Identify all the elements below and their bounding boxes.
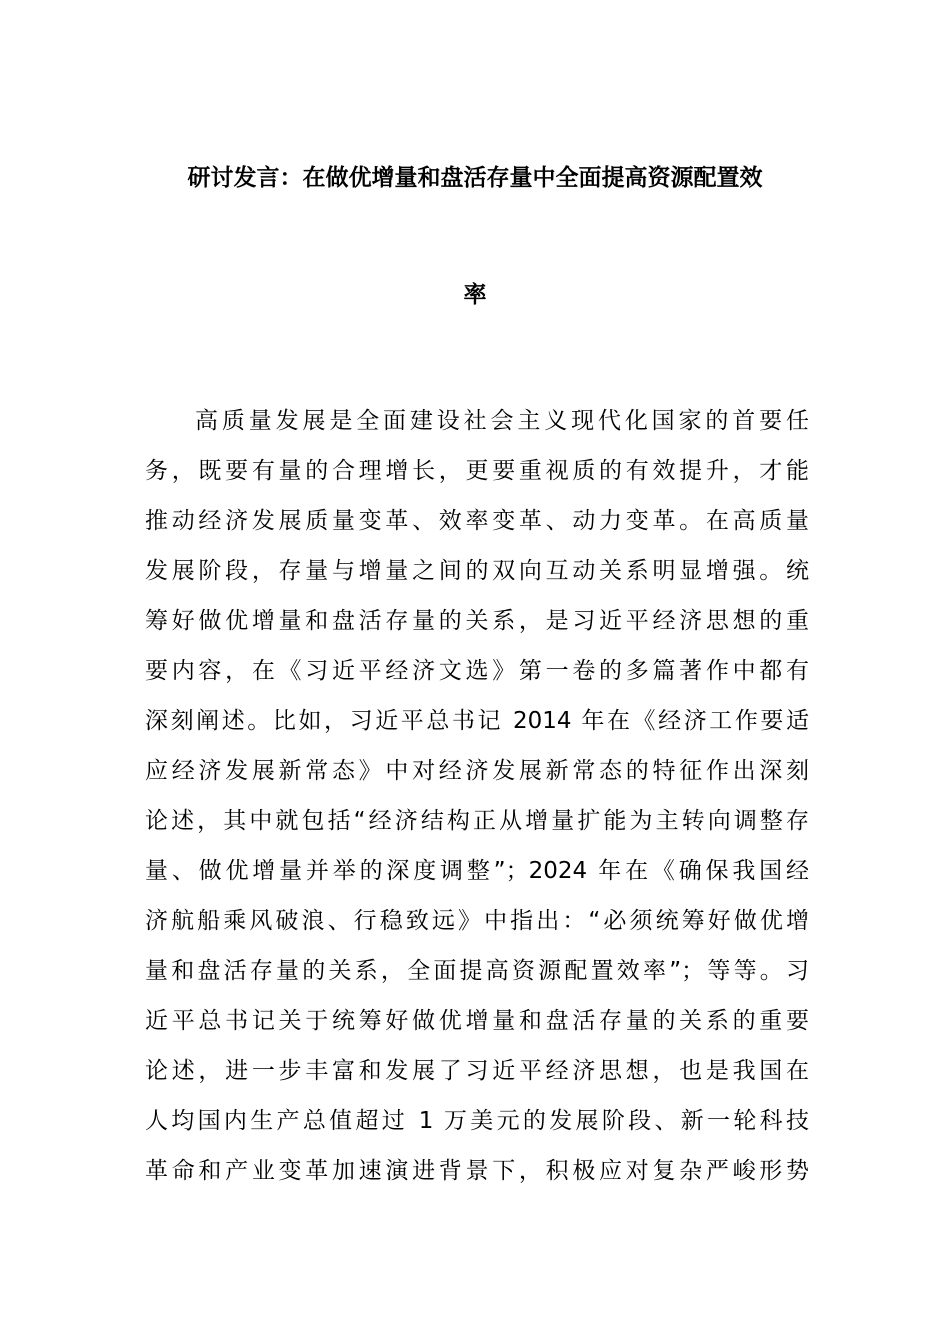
paragraph-line: 论述，进一步丰富和发展了习近平经济思想，也是我国在 <box>145 1058 809 1084</box>
paragraph-line: 革命和产业变革加速演进背景下，积极应对复杂严峻形势 <box>145 1158 809 1184</box>
paragraph-line: 近平总书记关于统筹好做优增量和盘活存量的关系的重要 <box>145 1008 809 1034</box>
document-title-line-2: 率 <box>463 282 487 308</box>
paragraph-line: 筹好做优增量和盘活存量的关系，是习近平经济思想的重 <box>145 608 809 634</box>
paragraph-line: 量和盘活存量的关系，全面提高资源配置效率”；等等。习 <box>145 958 809 984</box>
paragraph-line: 要内容，在《习近平经济文选》第一卷的多篇著作中都有 <box>145 658 809 684</box>
paragraph-line: 论述，其中就包括“经济结构正从增量扩能为主转向调整存 <box>145 808 809 834</box>
paragraph-line: 量、做优增量并举的深度调整”；2024 年在《确保我国经 <box>145 858 809 884</box>
paragraph-line: 深刻阐述。比如，习近平总书记 2014 年在《经济工作要适 <box>145 708 809 734</box>
paragraph-line: 人均国内生产总值超过 1 万美元的发展阶段、新一轮科技 <box>145 1108 809 1134</box>
paragraph-line: 应经济发展新常态》中对经济发展新常态的特征作出深刻 <box>145 758 809 784</box>
paragraph-line: 高质量发展是全面建设社会主义现代化国家的首要任 <box>195 408 809 434</box>
paragraph-line: 发展阶段，存量与增量之间的双向互动关系明显增强。统 <box>145 558 809 584</box>
document-title-line-1: 研讨发言：在做优增量和盘活存量中全面提高资源配置效 <box>187 165 763 191</box>
paragraph-line: 务，既要有量的合理增长，更要重视质的有效提升，才能 <box>145 458 809 484</box>
paragraph-line: 推动经济发展质量变革、效率变革、动力变革。在高质量 <box>145 508 809 534</box>
paragraph-line: 济航船乘风破浪、行稳致远》中指出：“必须统筹好做优增 <box>145 908 809 934</box>
